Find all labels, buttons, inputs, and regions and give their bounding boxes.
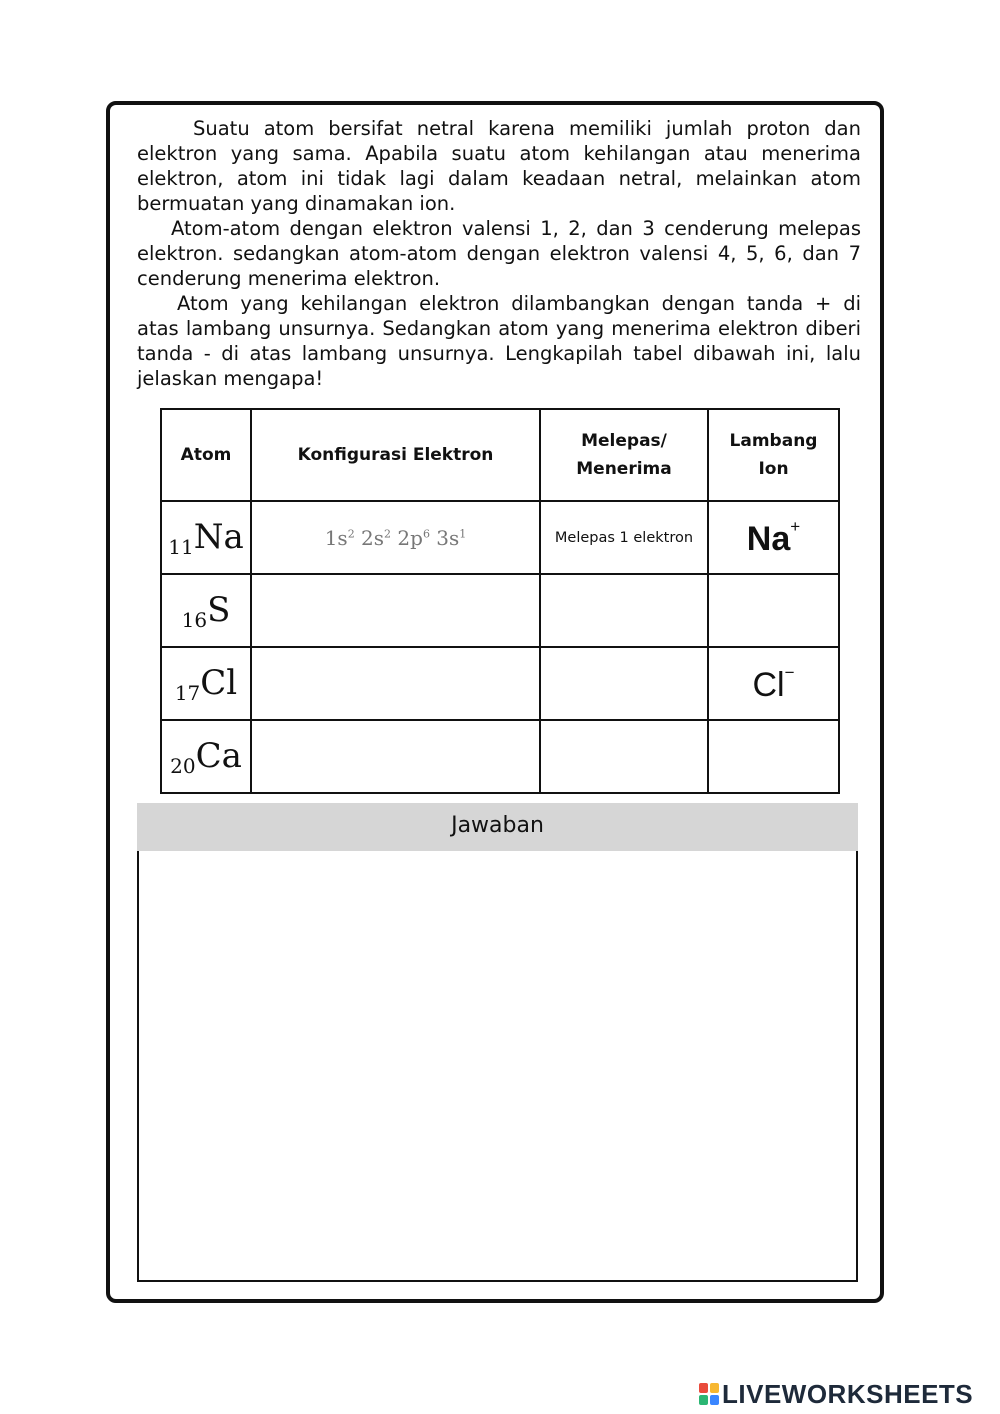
answer-box[interactable] (137, 851, 858, 1282)
logo-square (710, 1383, 719, 1393)
intro-paragraph-1: Suatu atom bersifat netral karena memiliki jumlah proton dan elektron yang sama. Apabila suatu atom kehilangan atau menerima elektron, atom ini tidak lagi dalam keadaan netral, melainkan atom bermuatan yang dinamakan ion. (137, 117, 861, 215)
melepas-cell[interactable] (540, 647, 708, 720)
table-row-na (161, 501, 839, 574)
header-lambang-line2: Ion (758, 459, 789, 479)
config-term (325, 526, 355, 550)
table-header-row (161, 409, 839, 501)
atom-symbol: Cl (200, 662, 238, 703)
config-cell[interactable] (251, 501, 540, 574)
config-term (361, 526, 391, 550)
ion-cell[interactable] (708, 647, 839, 720)
ion-symbol: Na (746, 519, 791, 558)
logo-square (710, 1395, 719, 1405)
brand-footer (698, 1379, 973, 1409)
config-orbital: 3s (436, 525, 460, 550)
melepas-cell[interactable] (540, 574, 708, 647)
config-term (436, 526, 466, 550)
ion-table (160, 408, 840, 794)
config-orbital: 2s (361, 525, 385, 550)
atom-symbol: Na (193, 516, 244, 557)
atom-symbol: S (207, 589, 231, 630)
atom-cell (161, 647, 251, 720)
config-cell[interactable] (251, 647, 540, 720)
header-melepas-line1: Melepas/ (581, 431, 667, 451)
config-cell[interactable] (251, 720, 540, 793)
table-row-s (161, 574, 839, 647)
config-orbital: 1s (324, 525, 348, 550)
answer-header: Jawaban (137, 803, 858, 851)
atom-symbol: Ca (195, 735, 242, 776)
header-melepas (540, 409, 708, 501)
atom-cell (161, 720, 251, 793)
ion-cell[interactable] (708, 501, 839, 574)
header-melepas-line2: Menerima (576, 459, 672, 479)
intro-paragraph-2: Atom-atom dengan elektron valensi 1, 2, dan 3 cenderung melepas elektron. sedangkan atom-atom dengan elektron valensi 4, 5, 6, dan 7 cenderung menerima elektron. (137, 217, 861, 290)
melepas-cell[interactable]: Melepas 1 elektron (540, 501, 708, 574)
header-config: Konfigurasi Elektron (251, 409, 540, 501)
ion-charge: + (790, 516, 801, 536)
config-count: 6 (422, 526, 430, 540)
config-term (397, 526, 430, 550)
brand-name: LIVEWORKSHEETS (722, 1378, 974, 1409)
header-lambang-line1: Lambang (729, 431, 818, 451)
config-count: 2 (347, 526, 355, 540)
table-row-ca (161, 720, 839, 793)
table-row-cl (161, 647, 839, 720)
header-atom: Atom (161, 409, 251, 501)
ion-charge: − (784, 662, 795, 682)
melepas-cell[interactable] (540, 720, 708, 793)
logo-square (699, 1395, 708, 1405)
config-count: 1 (459, 526, 467, 540)
atom-cell (161, 574, 251, 647)
header-lambang (708, 409, 839, 501)
atomic-number: 16 (181, 607, 208, 632)
atom-cell (161, 501, 251, 574)
config-orbital: 2p (397, 525, 423, 550)
atomic-number: 11 (168, 534, 194, 559)
config-cell[interactable] (251, 574, 540, 647)
ion-cell[interactable] (708, 574, 839, 647)
config-count: 2 (384, 526, 392, 540)
intro-paragraph-3: Atom yang kehilangan elektron dilambangkan dengan tanda + di atas lambang unsurnya. Sedangkan atom yang menerima elektron diberi tanda - di atas lambang unsurnya. Lengkapilah tabel dibawah ini, lalu jelaskan mengapa! (137, 292, 861, 390)
logo-square (699, 1383, 708, 1393)
ion-cell[interactable] (708, 720, 839, 793)
atomic-number: 17 (174, 680, 201, 705)
atomic-number: 20 (170, 753, 196, 778)
instructions (137, 116, 861, 391)
ion-symbol: Cl (752, 665, 785, 704)
liveworksheets-logo-icon (698, 1382, 720, 1406)
